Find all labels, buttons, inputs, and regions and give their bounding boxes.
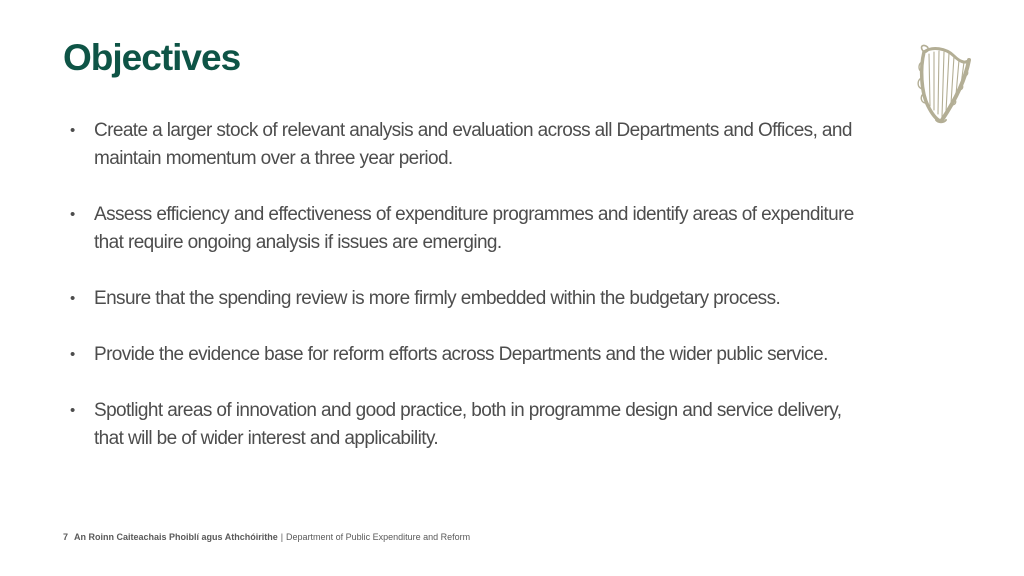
bullet-text: Ensure that the spending review is more firmly embedded within the budgetary process. xyxy=(94,288,781,309)
bullet-text: Provide the evidence base for reform efforts across Departments and the wider public service. xyxy=(94,344,828,365)
bullet-text: Create a larger stock of relevant analysis and evaluation across all Departments and Offices, and maintain momentum over a three year period. xyxy=(94,120,852,169)
slide-footer xyxy=(63,532,470,542)
objectives-list xyxy=(70,117,870,481)
bullet-text: Spotlight areas of innovation and good practice, both in programme design and service delivery, that will be of wider interest and applicability. xyxy=(94,400,842,449)
list-item xyxy=(70,201,870,257)
department-name-english: Department of Public Expenditure and Reform xyxy=(286,532,471,542)
bullet-icon: • xyxy=(70,206,75,223)
list-item xyxy=(70,117,870,173)
list-item xyxy=(70,341,870,369)
page-number: 7 xyxy=(63,532,69,542)
bullet-icon: • xyxy=(70,290,75,307)
bullet-text: Assess efficiency and effectiveness of expenditure programmes and identify areas of expenditure that require ongoing analysis if issues are emerging. xyxy=(94,204,854,253)
harp-icon xyxy=(914,44,972,124)
department-name-irish: An Roinn Caiteachais Phoiblí agus Athchóirithe xyxy=(74,532,278,542)
list-item xyxy=(70,397,870,453)
bullet-icon: • xyxy=(70,122,75,139)
bullet-icon: • xyxy=(70,346,75,363)
bullet-icon: • xyxy=(70,402,75,419)
footer-separator: | xyxy=(280,532,284,542)
list-item xyxy=(70,285,870,313)
slide-title: Objectives xyxy=(63,37,241,78)
